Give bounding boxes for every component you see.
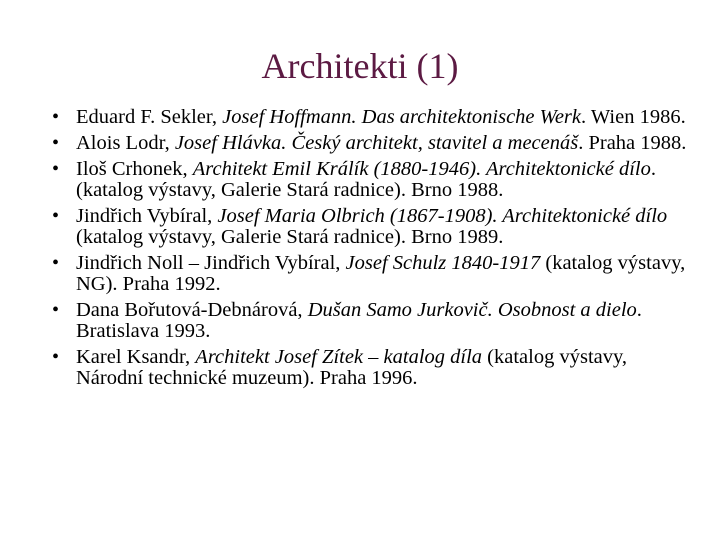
reference-author: Jindřich Noll – Jindřich Vybíral, [76,252,346,274]
reference-details: (katalog výstavy, NG). Praha 1992. [76,252,686,295]
reference-title: Architekt Emil Králík (1880-1946). Architektonické dílo [192,158,651,180]
reference-author: Dana Bořutová-Debnárová, [76,299,308,321]
reference-details: . Wien 1986. [581,106,686,128]
reference-title: Josef Maria Olbrich (1867-1908). Architektonické dílo [217,205,668,227]
reference-title: Josef Schulz 1840-1917 [345,252,541,274]
reference-author: Eduard F. Sekler, [76,106,223,128]
reference-details: (katalog výstavy, Národní technické muzeum). Praha 1996. [76,346,628,389]
reference-author: Jindřich Vybíral, [76,205,218,227]
bullet-icon: • [52,106,60,128]
reference-author: Karel Ksandr, [76,346,196,368]
reference-title: Josef Hlávka. Český architekt, stavitel a mecenáš [174,132,579,154]
bullet-icon: • [52,299,60,321]
reference-list [52,107,692,394]
reference-title: Architekt Josef Zítek – katalog díla [195,346,483,368]
reference-author: Alois Lodr, [76,132,175,154]
reference-details: . Praha 1988. [578,132,687,154]
reference-author: Iloš Crhonek, [76,158,193,180]
reference-title: Dušan Samo Jurkovič. Osobnost a dielo [307,299,637,321]
reference-item [52,300,692,342]
reference-title: Josef Hoffmann. Das architektonische Werk [222,106,582,128]
reference-item [52,347,692,389]
reference-item [52,133,692,154]
reference-details: . Bratislava 1993. [76,299,642,342]
bullet-icon: • [52,158,60,180]
bullet-icon: • [52,205,60,227]
bullet-icon: • [52,252,60,274]
reference-item [52,206,692,248]
reference-details: (katalog výstavy, Galerie Stará radnice). Brno 1989. [76,226,504,248]
bullet-icon: • [52,346,60,368]
bullet-icon: • [52,132,60,154]
reference-details: . (katalog výstavy, Galerie Stará radnice). Brno 1988. [76,158,656,201]
slide-title: Architekti (1) [261,46,459,86]
reference-item [52,159,692,201]
reference-item [52,107,692,128]
reference-item [52,253,692,295]
